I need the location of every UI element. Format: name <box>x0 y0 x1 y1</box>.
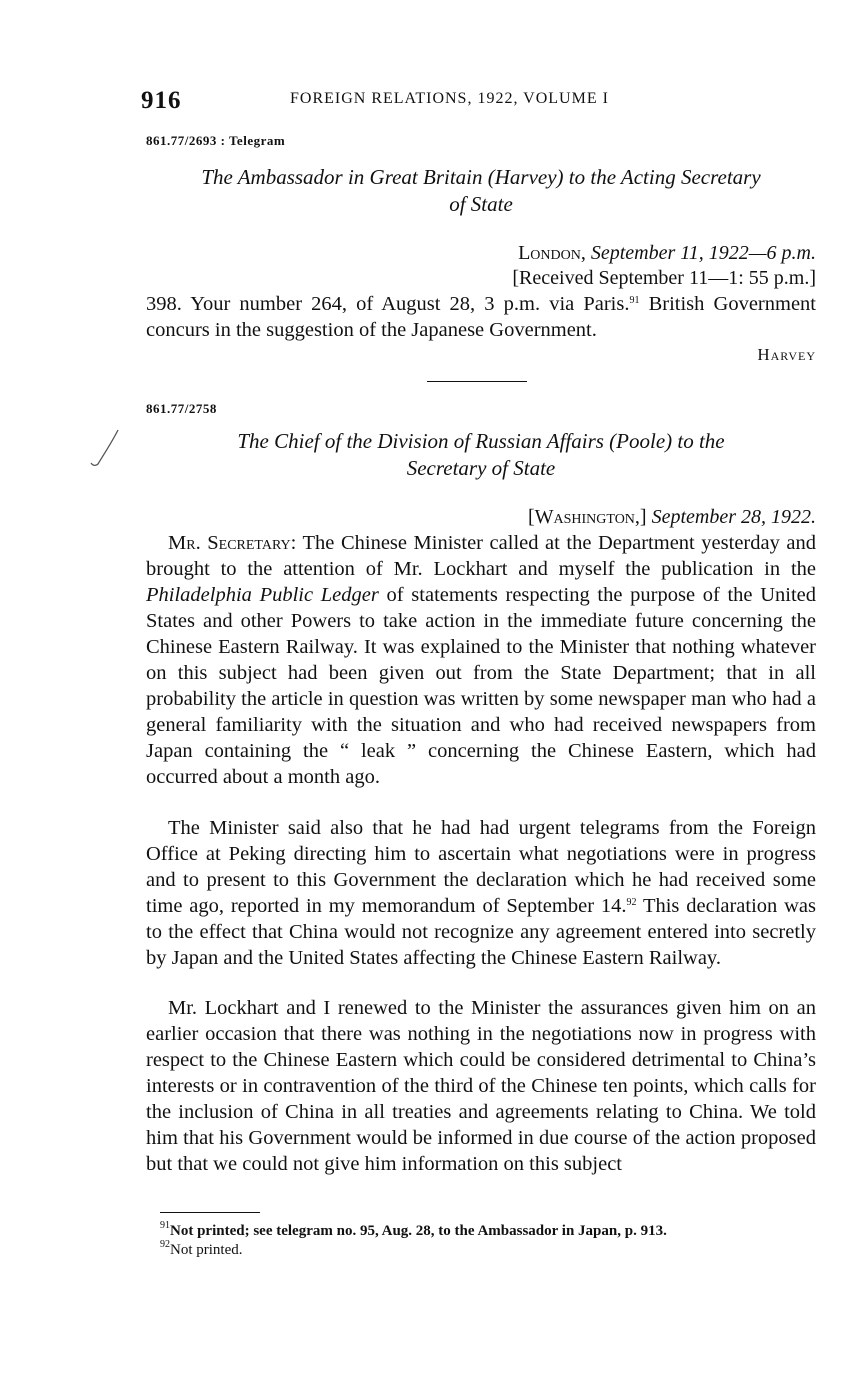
footnote-ref-92: 92 <box>626 897 637 908</box>
memo-p1-part-a: The Chinese Minister called at the Department yesterday and brought to the attention of Mr. Lockhart and myself the publication in the <box>146 532 816 580</box>
document-title-1 <box>146 164 816 218</box>
file-number-2: 861.77/2758 <box>146 401 217 416</box>
dateline-1-place: London, <box>518 242 586 264</box>
title-2-line-1: The Chief of the Division of Russian Affairs (Poole) to the <box>237 429 725 453</box>
memo-p2-part-b: This declaration was to the effect that China would not recognize any agreement entered into secretly by Japan and the United States affecting the Chinese Eastern Railway. <box>146 895 817 969</box>
dateline-2-place: [Washington,] <box>527 506 647 528</box>
salutation: Mr. Secretary: <box>168 532 297 554</box>
footnote-divider <box>160 1212 260 1213</box>
pencil-check-mark-icon <box>80 428 120 468</box>
publication-name: Philadelphia Public Ledger <box>146 584 379 606</box>
received-line: [Received September 11—1: 55 p.m.] <box>512 267 816 289</box>
footnote-92 <box>160 1241 243 1259</box>
signature-harvey: Harvey <box>757 345 816 364</box>
memo-paragraph-2 <box>146 815 816 971</box>
dateline-1 <box>518 240 816 266</box>
memo-p1-part-b: of statements respecting the purpose of the United States and other Powers to take action in the immediate future concerning the Chinese Eastern Railway. It was explained to the Minister that nothing whatever on this subject had been given out from the State Department; that in all probability the article in question was written by some newspaper man who had a general familiarity with the situation and who had received newspapers from Japan containing the “ leak ” concerning the Chinese Eastern, which had occurred about a month ago. <box>146 584 817 788</box>
title-1-line-2: of State <box>449 192 513 216</box>
page-number: 916 <box>141 87 182 114</box>
footnote-text: Not printed. <box>170 1242 243 1258</box>
title-1-line-1: The Ambassador in Great Britain (Harvey) to the Acting Secretary <box>201 165 761 189</box>
footnote-text: Not printed; see telegram no. 95, Aug. 28, to the Ambassador in Japan, p. 913. <box>170 1223 667 1239</box>
footnote-marker: 92 <box>160 1239 170 1250</box>
dateline-1-date: September 11, 1922—6 p.m. <box>590 242 816 264</box>
document-title-2 <box>146 428 816 482</box>
dateline-2 <box>528 504 816 530</box>
telegram-body-rest: British Government concurs in the suggestion of the Japanese Government. <box>146 293 816 341</box>
telegram-body <box>146 291 816 343</box>
memo-paragraph-1 <box>146 530 816 790</box>
memo-paragraph-3 <box>146 995 816 1177</box>
telegram-body-lead: 398. Your number 264, of August 28, 3 p.m. via Paris. <box>146 293 630 315</box>
running-title: FOREIGN RELATIONS, 1922, VOLUME I <box>290 90 609 107</box>
file-number-1: 861.77/2693 : Telegram <box>146 133 286 148</box>
footnote-ref-91: 91 <box>629 295 640 306</box>
title-2-line-2: Secretary of State <box>406 456 556 480</box>
dateline-2-date: September 28, 1922. <box>651 506 816 528</box>
footnote-marker: 91 <box>160 1220 170 1231</box>
memo-p2-part-a: The Minister said also that he had had urgent telegrams from the Foreign Office at Peking directing him to ascertain what negotiations were in progress and to present to this Government the declaration which he had received some time ago, reported in my memorandum of September 14. <box>146 817 816 917</box>
footnote-91 <box>160 1222 667 1240</box>
memo-p3-text: Mr. Lockhart and I renewed to the Minister the assurances given him on an earlier occasion that there was nothing in the negotiations now in progress with respect to the Chinese Eastern which could be considered detrimental to China’s interests or in contravention of the third of the Chinese ten points, which calls for the inclusion of China in all treaties and agreements relating to China. We told him that his Government would be informed in due course of the action proposed but that we could not give him information on this subject <box>146 997 816 1175</box>
section-divider <box>427 381 527 382</box>
